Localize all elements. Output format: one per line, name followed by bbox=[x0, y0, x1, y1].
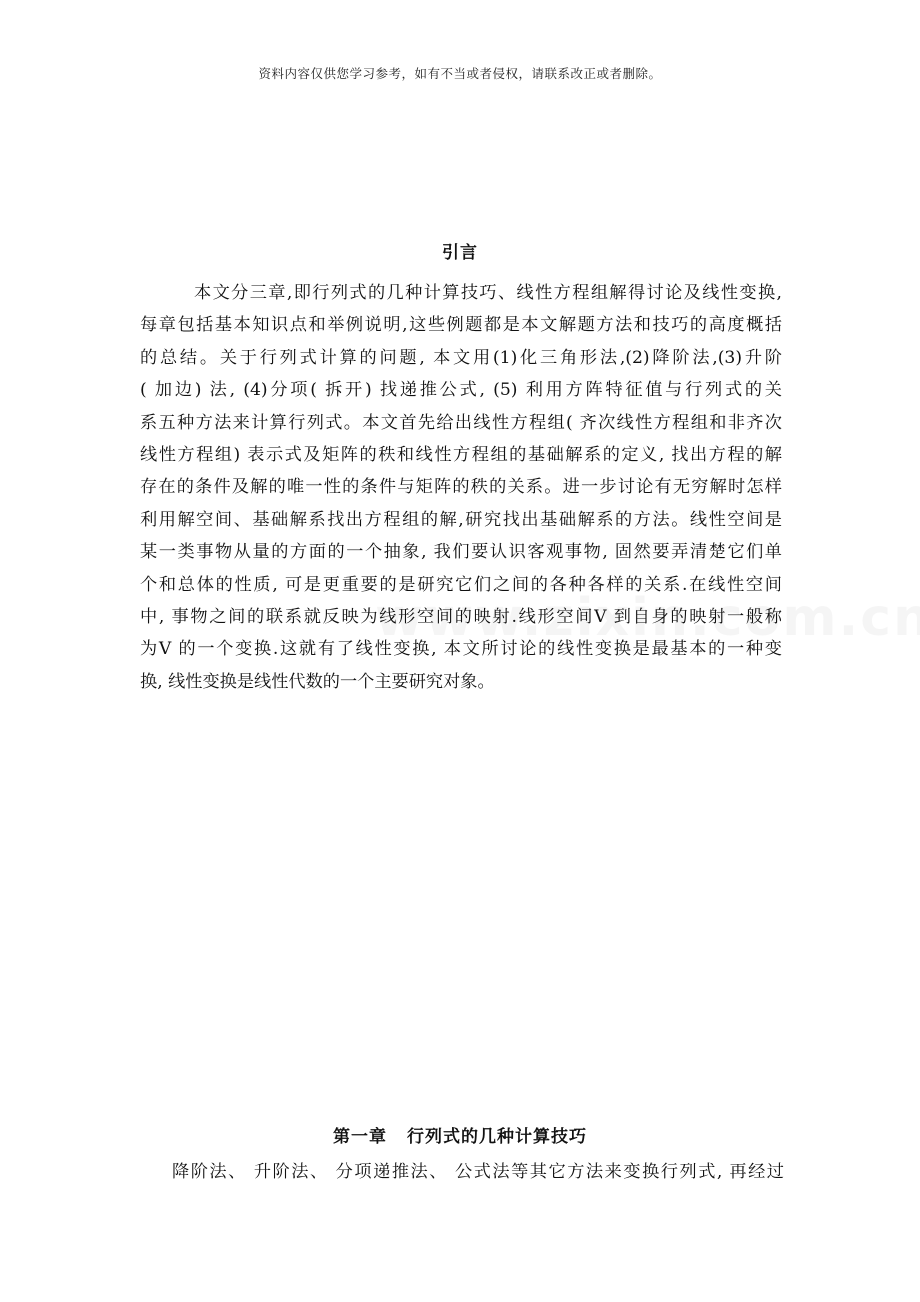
document-header-note: 资料内容仅供您学习参考，如有不当或者侵权，请联系改正或者删除。 bbox=[258, 66, 662, 81]
paragraph-line: 个和总体的性质, 可是更重要的是研究它们之间的各种各样的关系.在线性空间 bbox=[140, 574, 782, 595]
paragraph-line: 的总结。关于行列式计算的问题, 本文用(1)化三角形法,(2)降阶法,(3)升阶 bbox=[140, 347, 782, 368]
chapter-label: 第一章 bbox=[333, 1127, 387, 1147]
paragraph-line: 每章包括基本知识点和举例说明,这些例题都是本文解题方法和技巧的高度概括 bbox=[140, 315, 782, 336]
chapter-title-text: 行列式的几种计算技巧 bbox=[407, 1127, 587, 1147]
paragraph-line: 利用解空间、基础解系找出方程组的解,研究找出基础解系的方法。线性空间是 bbox=[140, 509, 782, 530]
chapter-first-line: 降阶法、 升阶法、 分项递推法、 公式法等其它方法来变换行列式, 再经过 bbox=[172, 1162, 784, 1182]
paragraph-line: 某一类事物从量的方面的一个抽象, 我们要认识客观事物, 固然要弄清楚它们单 bbox=[140, 542, 782, 563]
paragraph-line: 线性方程组) 表示式及矩阵的秩和线性方程组的基础解系的定义, 找出方程的解 bbox=[140, 444, 782, 465]
paragraph-line: 换, 线性变换是线性代数的一个主要研究对象。 bbox=[140, 671, 495, 692]
paragraph-line: 系五种方法来计算行列式。本文首先给出线性方程组( 齐次线性方程组和非齐次 bbox=[140, 412, 782, 433]
paragraph-line: 存在的条件及解的唯一性的条件与矩阵的秩的关系。进一步讨论有无穷解时怎样 bbox=[140, 477, 782, 498]
paragraph-line: 本文分三章,即行列式的几种计算技巧、线性方程组解得讨论及线性变换, bbox=[194, 283, 782, 303]
paragraph-line: ( 加边) 法, (4)分项( 拆开) 找递推公式, (5) 利用方阵特征值与行列式的关 bbox=[140, 380, 782, 401]
intro-paragraph bbox=[140, 277, 782, 698]
chapter-heading bbox=[0, 1122, 920, 1147]
paragraph-line: 为V 的一个变换.这就有了线性变换, 本文所讨论的线性变换是最基本的一种变 bbox=[140, 639, 782, 660]
paragraph-line: 中, 事物之间的联系就反映为线形空间的映射.线形空间V 到自身的映射一般称 bbox=[140, 606, 782, 627]
intro-title: 引言 bbox=[442, 243, 478, 263]
